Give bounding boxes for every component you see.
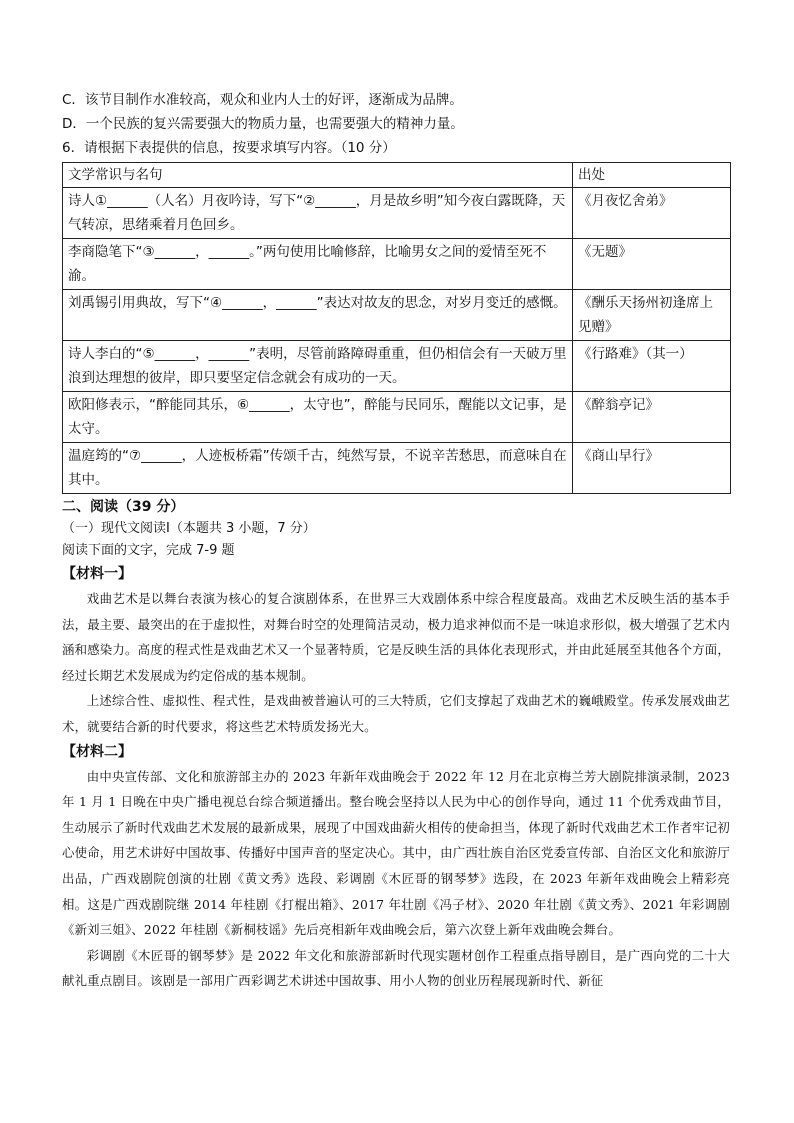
option-c: C．该节目制作水准较高，观众和业内人士的好评，逐渐成为品牌。 (62, 92, 463, 108)
table-row (63, 341, 731, 392)
row-source: 《商山早行》 (573, 443, 731, 494)
material-1-paragraph: 戏曲艺术是以舞台表演为核心的复合演剧体系，在世界三大戏剧体系中综合程度最高。戏曲艺术反映生活的基本手法，最主要、最突出的在于虚拟性，对舞台时空的处理简洁灵动，极力追求神似而不是一味追求形似，极大增强了艺术内涵和感染力。高度的程式性是戏曲艺术又一个显著特质，它是反映生活的具体化表现形式，并由此延展至其他各个方面，经过长期艺术发展成为约定俗成的基本规制。 (62, 591, 730, 683)
row-text: 刘禹锡引用典故，写下“④______，______”表达对故友的思念，对岁月变迁的感慨。 (63, 290, 573, 341)
table-row (63, 239, 731, 290)
row-source: 《行路难》（其一） (573, 341, 731, 392)
row-text: 温庭筠的“⑦______，人迹板桥霜”传颂千古，纯然写景，不说辛苦愁思，而意味自在其中。 (63, 443, 573, 494)
material-2-title: 【材料二】 (62, 743, 132, 760)
row-text: 诗人李白的“⑤______，______”表明，尽管前路障碍重重，但仍相信会有一天破万里浪到达理想的彼岸，即只要坚定信念就会有成功的一天。 (63, 341, 573, 392)
reading-part-title: （一）现代文阅读Ⅰ（本题共 3 小题，7 分） (62, 521, 316, 536)
row-text: 诗人①______（人名）月夜吟诗，写下“②______，月是故乡明”知今夜白露既降，天气转凉，思绪乘着月色回乡。 (63, 188, 573, 239)
material-2-paragraph: 彩调剧《木匠哥的钢琴梦》是 2022 年文化和旅游部新时代现实题材创作工程重点指导剧目，是广西向党的二十大献礼重点剧目。该剧是一部用广西彩调艺术讲述中国故事、用小人物的创业历程展现新时代、新征 (62, 947, 730, 989)
reading-instruction: 阅读下面的文字，完成 7-9 题 (62, 543, 235, 558)
table-row (63, 290, 731, 341)
literature-table (62, 162, 731, 494)
row-text: 欧阳修表示，“醉能同其乐，⑥______，太守也”，醉能与民同乐，醒能以文记事，是太守。 (63, 392, 573, 443)
row-source: 《无题》 (573, 239, 731, 290)
row-source: 《醉翁亭记》 (573, 392, 731, 443)
material-2-paragraph: 由中央宣传部、文化和旅游部主办的 2023 年新年戏曲晚会于 2022 年 12 月在北京梅兰芳大剧院排演录制，2023 年 1 月 1 日晚在中央广播电视总台综合频道播出。整台晚会坚持以人民为中心的创作导向，通过 11 个优秀戏曲节目，生动展示了新时代戏曲艺术发展的最新成果，展现了中国戏曲薪火相传的使命担当，体现了新时代戏曲艺术工作者牢记初心使命，用艺术讲好中国故事、传播好中国声音的坚定决心。其中，由广西壮族自治区党委宣传部、自治区文化和旅游厅出品，广西戏剧院创演的壮剧《黄文秀》选段、彩调剧《木匠哥的钢琴梦》选段，在 2023 年新年戏曲晚会上精彩亮相。这是广西戏剧院继 2014 年桂剧《打棍出箱》、2017 年壮剧《冯子材》、2020 年壮剧《黄文秀》、2021 年彩调剧《新刘三姐》、2022 年桂剧《新桐枝谣》先后亮相新年戏曲晚会后，第六次登上新年戏曲晚会舞台。 (62, 768, 730, 938)
material-1-paragraph: 上述综合性、虚拟性、程式性，是戏曲被普遍认可的三大特质，它们支撑起了戏曲艺术的巍峨殿堂。传承发展戏曲艺术，就要结合新的时代要求，将这些艺术特质发扬光大。 (62, 693, 730, 734)
table-row (63, 392, 731, 443)
reading-section-title: 二、阅读（39 分） (62, 499, 185, 515)
question-6-prompt: 6．请根据下表提供的信息，按要求填写内容。（10 分） (62, 140, 396, 156)
row-text: 李商隐笔下“③______，______。”两句使用比喻修辞，比喻男女之间的爱情至死不渝。 (63, 239, 573, 290)
table-header-row (63, 163, 731, 188)
table-row (63, 188, 731, 239)
table-row (63, 443, 731, 494)
exam-page (62, 88, 730, 994)
row-source: 《酬乐天扬州初逢席上见赠》 (573, 290, 731, 341)
header-literature: 文学常识与名句 (63, 163, 573, 188)
header-source: 出处 (573, 163, 731, 188)
material-1-title: 【材料一】 (62, 566, 132, 582)
row-source: 《月夜忆舍弟》 (573, 188, 731, 239)
option-d: D．一个民族的复兴需要强大的物质力量，也需要强大的精神力量。 (62, 116, 464, 132)
